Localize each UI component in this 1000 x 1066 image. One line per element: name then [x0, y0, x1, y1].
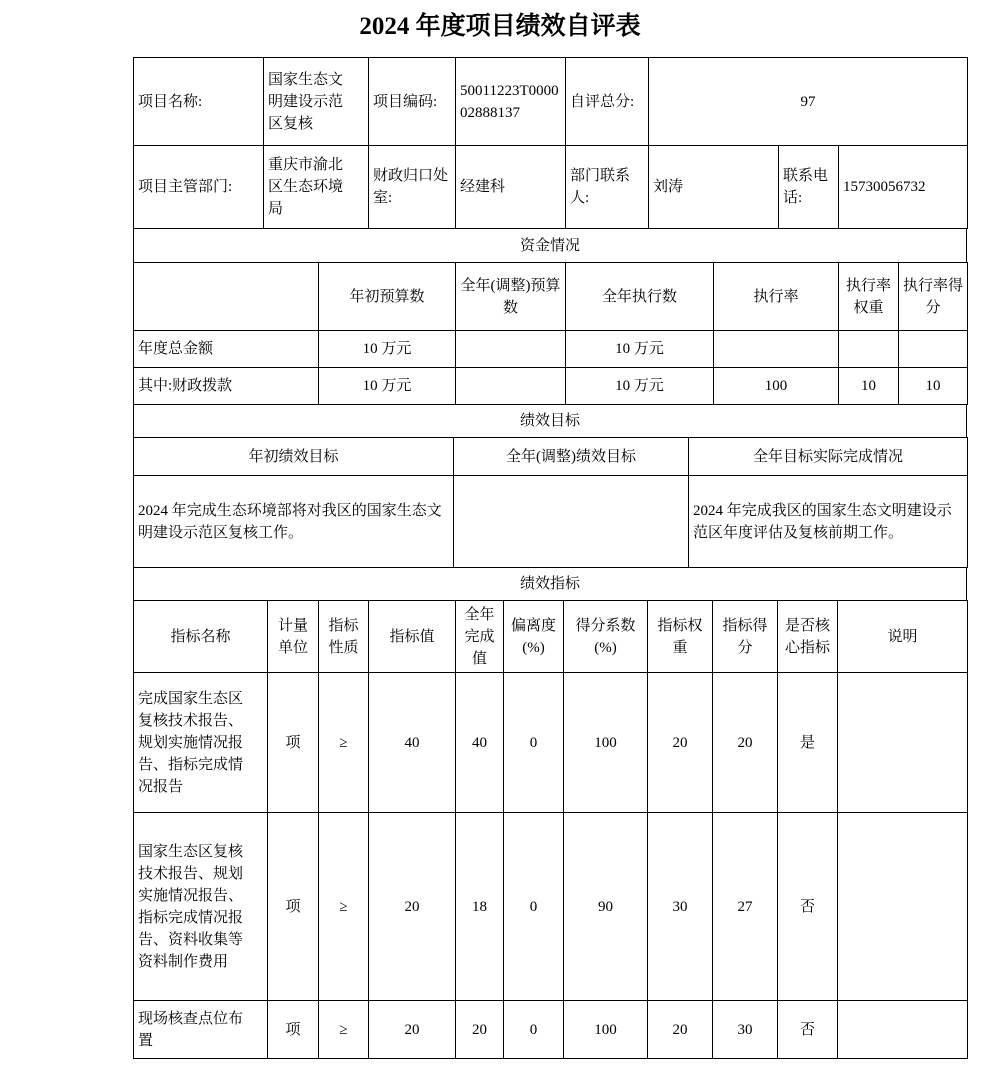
funding-cell	[456, 331, 566, 368]
ind-header-target: 指标值	[369, 601, 456, 673]
self-score-label: 自评总分:	[566, 58, 649, 146]
goals-header-adjusted: 全年(调整)绩效目标	[454, 438, 689, 476]
contact-label: 部门联系人:	[566, 146, 649, 229]
funding-header-rate-weight: 执行率权重	[839, 263, 899, 331]
goals-content-row	[134, 476, 968, 568]
indicator-coefficient: 100	[564, 1001, 648, 1059]
indicator-row-1	[134, 673, 968, 813]
indicator-target: 20	[369, 1001, 456, 1059]
ind-header-note: 说明	[838, 601, 968, 673]
funding-cell: 100	[714, 368, 839, 405]
indicator-score: 20	[713, 673, 778, 813]
indicator-note	[838, 673, 968, 813]
indicator-unit: 项	[268, 1001, 319, 1059]
project-name-label: 项目名称:	[134, 58, 264, 146]
funding-table	[133, 262, 968, 405]
project-info-row-2	[134, 146, 968, 229]
project-code-label: 项目编码:	[369, 58, 456, 146]
project-info-row-1	[134, 58, 968, 146]
indicator-nature: ≥	[319, 813, 369, 1001]
indicator-weight: 20	[648, 1001, 713, 1059]
project-name-value	[264, 58, 369, 146]
indicator-core: 是	[778, 673, 838, 813]
indicator-row-3	[134, 1001, 968, 1059]
funding-cell	[714, 331, 839, 368]
fiscal-office-label: 财政归口处室:	[369, 146, 456, 229]
indicator-weight: 30	[648, 813, 713, 1001]
funding-header-initial-budget: 年初预算数	[319, 263, 456, 331]
indicator-note	[838, 1001, 968, 1059]
indicator-target: 40	[369, 673, 456, 813]
funding-section-header	[133, 228, 967, 263]
dept-label: 项目主管部门:	[134, 146, 264, 229]
funding-row-fiscal	[134, 368, 968, 405]
self-score-value: 97	[649, 58, 968, 146]
project-code-value: 50011223T000002888137	[456, 58, 566, 146]
ind-header-name: 指标名称	[134, 601, 268, 673]
phone-label: 联系电话:	[779, 146, 839, 229]
funding-header-executed: 全年执行数	[566, 263, 714, 331]
funding-cell	[456, 368, 566, 405]
funding-cell: 10 万元	[319, 368, 456, 405]
funding-header-row	[134, 263, 968, 331]
goals-content-initial: 2024 年完成生态环境部将对我区的国家生态文明建设示范区复核工作。	[134, 476, 454, 568]
goals-header-actual: 全年目标实际完成情况	[689, 438, 968, 476]
funding-cell: 10 万元	[566, 331, 714, 368]
goals-section-title: 绩效目标	[134, 405, 967, 438]
indicator-deviation: 0	[504, 673, 564, 813]
goals-content-actual: 2024 年完成我区的国家生态文明建设示范区年度评估及复核前期工作。	[689, 476, 968, 568]
dept-text: 重庆市渝北区生态环境局	[268, 157, 344, 217]
indicator-name	[134, 1001, 268, 1059]
funding-cell: 10	[839, 368, 899, 405]
funding-header-rate-score: 执行率得分	[899, 263, 968, 331]
ind-header-core: 是否核心指标	[778, 601, 838, 673]
indicator-core: 否	[778, 813, 838, 1001]
indicator-name-text: 完成国家生态区复核技术报告、规划实施情况报告、指标完成情况报告	[138, 690, 244, 795]
indicator-row-2	[134, 813, 968, 1001]
indicators-table	[133, 600, 968, 1059]
funding-header-adjusted-budget: 全年(调整)预算数	[456, 263, 566, 331]
ind-header-deviation: 偏离度(%)	[504, 601, 564, 673]
funding-cell	[899, 331, 968, 368]
dept-value	[264, 146, 369, 229]
funding-row-total	[134, 331, 968, 368]
indicator-coefficient: 100	[564, 673, 648, 813]
goals-header-initial: 年初绩效目标	[134, 438, 454, 476]
indicator-deviation: 0	[504, 1001, 564, 1059]
funding-cell: 10 万元	[319, 331, 456, 368]
indicator-unit: 项	[268, 813, 319, 1001]
indicator-completed: 18	[456, 813, 504, 1001]
ind-header-unit: 计量单位	[268, 601, 319, 673]
indicator-nature: ≥	[319, 1001, 369, 1059]
ind-header-weight: 指标权重	[648, 601, 713, 673]
indicator-name-text: 国家生态区复核技术报告、规划实施情况报告、指标完成情况报告、资料收集等资料制作费用	[138, 843, 244, 970]
indicator-note	[838, 813, 968, 1001]
ind-header-coefficient: 得分系数(%)	[564, 601, 648, 673]
funding-cell	[839, 331, 899, 368]
indicator-completed: 40	[456, 673, 504, 813]
indicator-score: 27	[713, 813, 778, 1001]
indicator-core: 否	[778, 1001, 838, 1059]
funding-header-blank	[134, 263, 319, 331]
ind-header-completed: 全年完成值	[456, 601, 504, 673]
indicator-nature: ≥	[319, 673, 369, 813]
indicator-completed: 20	[456, 1001, 504, 1059]
indicator-name	[134, 673, 268, 813]
goals-section-header	[133, 404, 967, 438]
indicators-section-title: 绩效指标	[134, 568, 967, 601]
funding-section-title: 资金情况	[134, 229, 967, 263]
indicators-header-row	[134, 601, 968, 673]
project-name-text: 国家生态文明建设示范区复核	[268, 71, 344, 132]
indicator-unit: 项	[268, 673, 319, 813]
goals-content-adjusted	[454, 476, 689, 568]
indicator-coefficient: 90	[564, 813, 648, 1001]
indicator-weight: 20	[648, 673, 713, 813]
indicator-deviation: 0	[504, 813, 564, 1001]
indicator-name	[134, 813, 268, 1001]
funding-cell: 10 万元	[566, 368, 714, 405]
indicator-name-text: 现场核查点位布置	[138, 1010, 244, 1049]
ind-header-nature: 指标性质	[319, 601, 369, 673]
phone-value: 15730056732	[839, 146, 968, 229]
project-info-table	[133, 57, 968, 229]
indicator-score: 30	[713, 1001, 778, 1059]
indicator-target: 20	[369, 813, 456, 1001]
form-body	[133, 57, 967, 1059]
ind-header-score: 指标得分	[713, 601, 778, 673]
funding-header-execution-rate: 执行率	[714, 263, 839, 331]
indicators-section-header	[133, 567, 967, 601]
funding-row-total-name: 年度总金额	[134, 331, 319, 368]
page-title: 2024 年度项目绩效自评表	[359, 13, 641, 40]
contact-value: 刘涛	[649, 146, 779, 229]
goals-header-row	[134, 438, 968, 476]
goals-table	[133, 437, 968, 568]
fiscal-office-value: 经建科	[456, 146, 566, 229]
funding-row-fiscal-name: 其中:财政拨款	[134, 368, 319, 405]
funding-cell: 10	[899, 368, 968, 405]
